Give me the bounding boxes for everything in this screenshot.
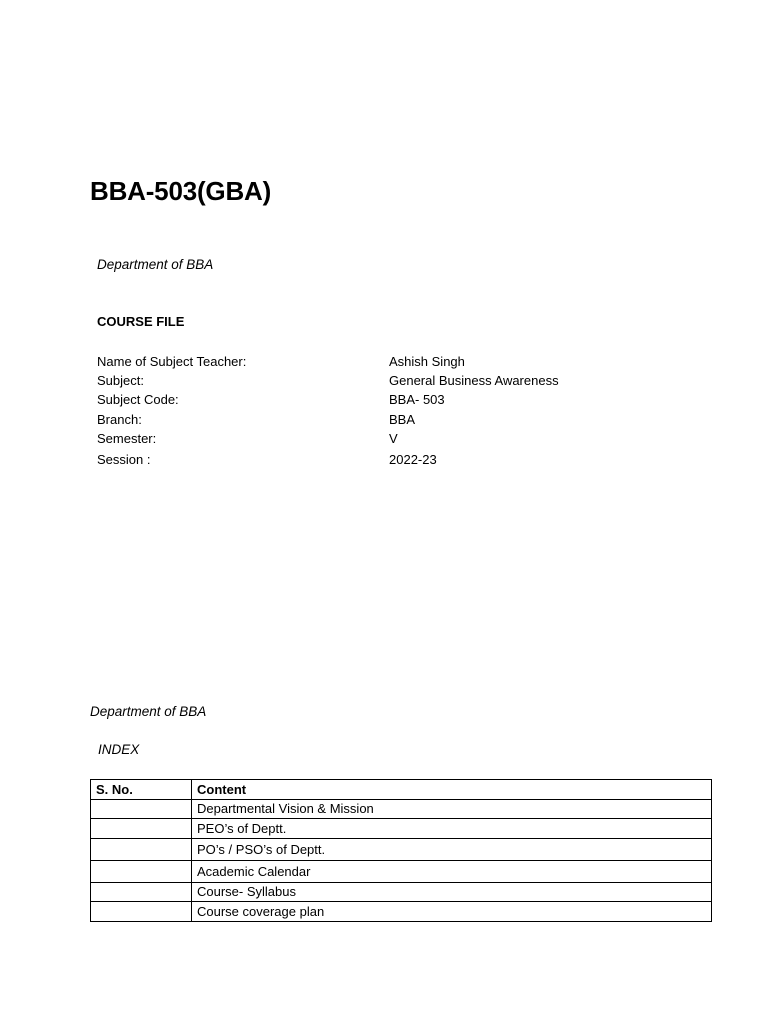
info-value: V <box>389 430 398 446</box>
info-label: Subject: <box>97 373 144 389</box>
info-label: Name of Subject Teacher: <box>97 354 247 370</box>
table-row <box>91 838 712 860</box>
cell-sno <box>91 799 192 819</box>
info-value: Ashish Singh <box>389 354 465 370</box>
table-row <box>91 902 712 922</box>
document-title: BBA-503(GBA) <box>90 176 272 206</box>
info-value: 2022-23 <box>389 452 437 468</box>
info-label: Subject Code: <box>97 392 179 408</box>
table-row <box>91 882 712 902</box>
info-row-branch <box>97 410 559 429</box>
header-content: Content <box>192 780 712 800</box>
cell-content: Departmental Vision & Mission <box>192 799 712 819</box>
cell-sno <box>91 819 192 839</box>
department-label-index: Department of BBA <box>90 704 207 719</box>
cell-content: PO’s / PSO’s of Deptt. <box>192 838 712 860</box>
cell-sno <box>91 902 192 922</box>
cell-content: PEO’s of Deptt. <box>192 819 712 839</box>
info-label: Session : <box>97 452 151 468</box>
index-header-row <box>91 780 712 800</box>
info-value: BBA- 503 <box>389 392 445 408</box>
cell-sno <box>91 882 192 902</box>
header-sno: S. No. <box>91 780 192 800</box>
index-heading: INDEX <box>98 742 140 757</box>
cell-content: Course- Syllabus <box>192 882 712 902</box>
cell-sno <box>91 860 192 882</box>
department-label: Department of BBA <box>97 257 214 272</box>
table-row <box>91 819 712 839</box>
info-row-session <box>97 448 559 469</box>
info-value: General Business Awareness <box>389 373 559 389</box>
info-row-semester <box>97 429 559 448</box>
info-row-teacher <box>97 352 559 371</box>
info-label: Branch: <box>97 411 142 427</box>
cell-sno <box>91 838 192 860</box>
table-row <box>91 860 712 882</box>
course-info-table <box>97 352 559 469</box>
course-file-heading: COURSE FILE <box>97 314 185 329</box>
table-row <box>91 799 712 819</box>
info-label: Semester: <box>97 430 157 446</box>
info-row-subject-code <box>97 390 559 409</box>
cell-content: Course coverage plan <box>192 902 712 922</box>
index-table <box>90 779 712 922</box>
info-row-subject <box>97 371 559 390</box>
info-value: BBA <box>389 411 416 427</box>
cell-content: Academic Calendar <box>192 860 712 882</box>
